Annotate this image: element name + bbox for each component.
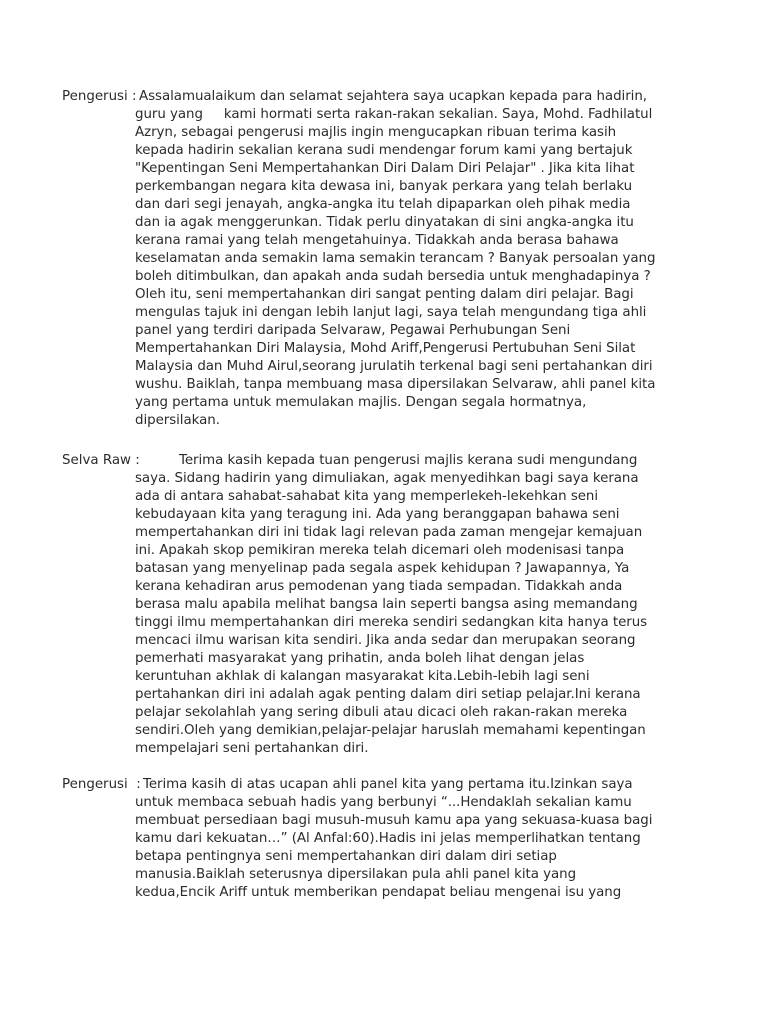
text-line: kedua,Encik Ariff untuk memberikan pendapat beliau mengenai isu yang [135, 885, 622, 900]
text-line: membuat persediaan bagi musuh-musuh kamu apa yang sekuasa-kuasa bagi [135, 813, 653, 828]
text-line: Oleh itu, seni mempertahankan diri sangat penting dalam diri pelajar. Bagi [135, 287, 634, 302]
text-line: Mempertahankan Diri Malaysia, Mohd Ariff,Pengerusi Pertubuhan Seni Silat [135, 341, 636, 356]
text-line: kerana ramai yang telah mengetahuinya. Tidakkah anda berasa bahawa [135, 233, 619, 248]
text-line: panel yang terdiri daripada Selvaraw, Pegawai Perhubungan Seni [135, 323, 571, 338]
text-line: untuk membaca sebuah hadis yang berbunyi “...Hendaklah sekalian kamu [135, 795, 632, 810]
text-line: sendiri.Oleh yang demikian,pelajar-pelajar haruslah memahami kepentingan [135, 723, 646, 738]
text-line: batasan yang menyelinap pada segala aspek kehidupan ? Jawapannya, Ya [135, 561, 630, 576]
text-line: tinggi ilmu mempertahankan diri mereka sendiri sedangkan kita hanya terus [135, 615, 648, 630]
text-line: betapa pentingnya seni mempertahankan diri dalam diri setiap [135, 849, 557, 864]
text-line: Terima kasih kepada tuan pengerusi majlis kerana sudi mengundang [179, 453, 638, 468]
text-line: pemerhati masyarakat yang prihatin, anda boleh lihat dengan jelas [135, 651, 585, 666]
text-line: Assalamualaikum dan selamat sejahtera saya ucapkan kepada para hadirin, [139, 89, 647, 104]
text-line: Malaysia dan Muhd Airul,seorang jurulatih terkenal bagi seni pertahankan diri [135, 359, 653, 374]
text-line: ada di antara sahabat-sahabat kita yang memperlekeh-lekehkan seni [135, 489, 599, 504]
text-line: kerana kehadiran arus pemodenan yang tiada sempadan. Tidakkah anda [135, 579, 623, 594]
text-line: perkembangan negara kita dewasa ini, banyak perkara yang telah berlaku [135, 179, 633, 194]
text-line: dan dari segi jenayah, angka-angka itu telah dipaparkan oleh pihak media [135, 197, 631, 212]
text-line: pertahankan diri ini adalah agak penting dalam diri setiap pelajar.Ini kerana [135, 687, 641, 702]
dialogue-paragraph [62, 776, 682, 902]
text-line: mempertahankan diri ini tidak lagi relevan pada zaman mengejar kemajuan [135, 525, 643, 540]
text-line: pelajar sekolahlah yang sering dibuli atau dicaci oleh rakan-rakan mereka [135, 705, 628, 720]
text-line: Terima kasih di atas ucapan ahli panel kita yang pertama itu.Izinkan saya [143, 777, 633, 792]
dialogue-paragraph [62, 452, 682, 758]
text-line: kebudayaan kita yang teragung ini. Ada yang beranggapan bahawa seni [135, 507, 620, 522]
text-line: berasa malu apabila melihat bangsa lain seperti bangsa asing memandang [135, 597, 638, 612]
text-line: keselamatan anda semakin lama semakin terancam ? Banyak persoalan yang [135, 251, 656, 266]
text-line: mencaci ilmu warisan kita sendiri. Jika anda sedar dan merupakan seorang [135, 633, 636, 648]
text-line: wushu. Baiklah, tanpa membuang masa dipersilakan Selvaraw, ahli panel kita [135, 377, 656, 392]
text-line: boleh ditimbulkan, dan apakah anda sudah bersedia untuk menghadapinya ? [135, 269, 651, 284]
text-line: "Kepentingan Seni Mempertahankan Diri Dalam Diri Pelajar" . Jika kita lihat [135, 161, 635, 176]
text-line: dan ia agak menggerunkan. Tidak perlu dinyatakan di sini angka-angka itu [135, 215, 634, 230]
text-line: dipersilakan. [135, 413, 220, 428]
text-line: mengulas tajuk ini dengan lebih lanjut lagi, saya telah mengundang tiga ahli [135, 305, 647, 320]
text-line: keruntuhan akhlak di kalangan masyarakat kita.Lebih-lebih lagi seni [135, 669, 590, 684]
text-line: ini. Apakah skop pemikiran mereka telah dicemari oleh modenisasi tanpa [135, 543, 625, 558]
text-line: mempelajari seni pertahankan diri. [135, 741, 369, 756]
text-line: kepada hadirin sekalian kerana sudi mendengar forum kami yang bertajuk [135, 143, 633, 158]
text-line: kamu dari kekuatan…” (Al Anfal:60).Hadis ini jelas memperlihatkan tentang [135, 831, 641, 846]
text-line: yang pertama untuk memulakan majlis. Dengan segala hormatnya, [135, 395, 587, 410]
speaker-label: Pengerusi : [62, 89, 137, 104]
text-line: saya. Sidang hadirin yang dimuliakan, agak menyedihkan bagi saya kerana [135, 471, 639, 486]
text-line: Azryn, sebagai pengerusi majlis ingin mengucapkan ribuan terima kasih [135, 125, 617, 140]
speaker-label: Pengerusi : [62, 777, 141, 792]
dialogue-paragraph [62, 88, 682, 430]
text-line: guru yang kami hormati serta rakan-rakan sekalian. Saya, Mohd. Fadhilatul [135, 107, 653, 122]
text-line: manusia.Baiklah seterusnya dipersilakan pula ahli panel kita yang [135, 867, 577, 882]
speaker-label: Selva Raw : [62, 453, 140, 468]
